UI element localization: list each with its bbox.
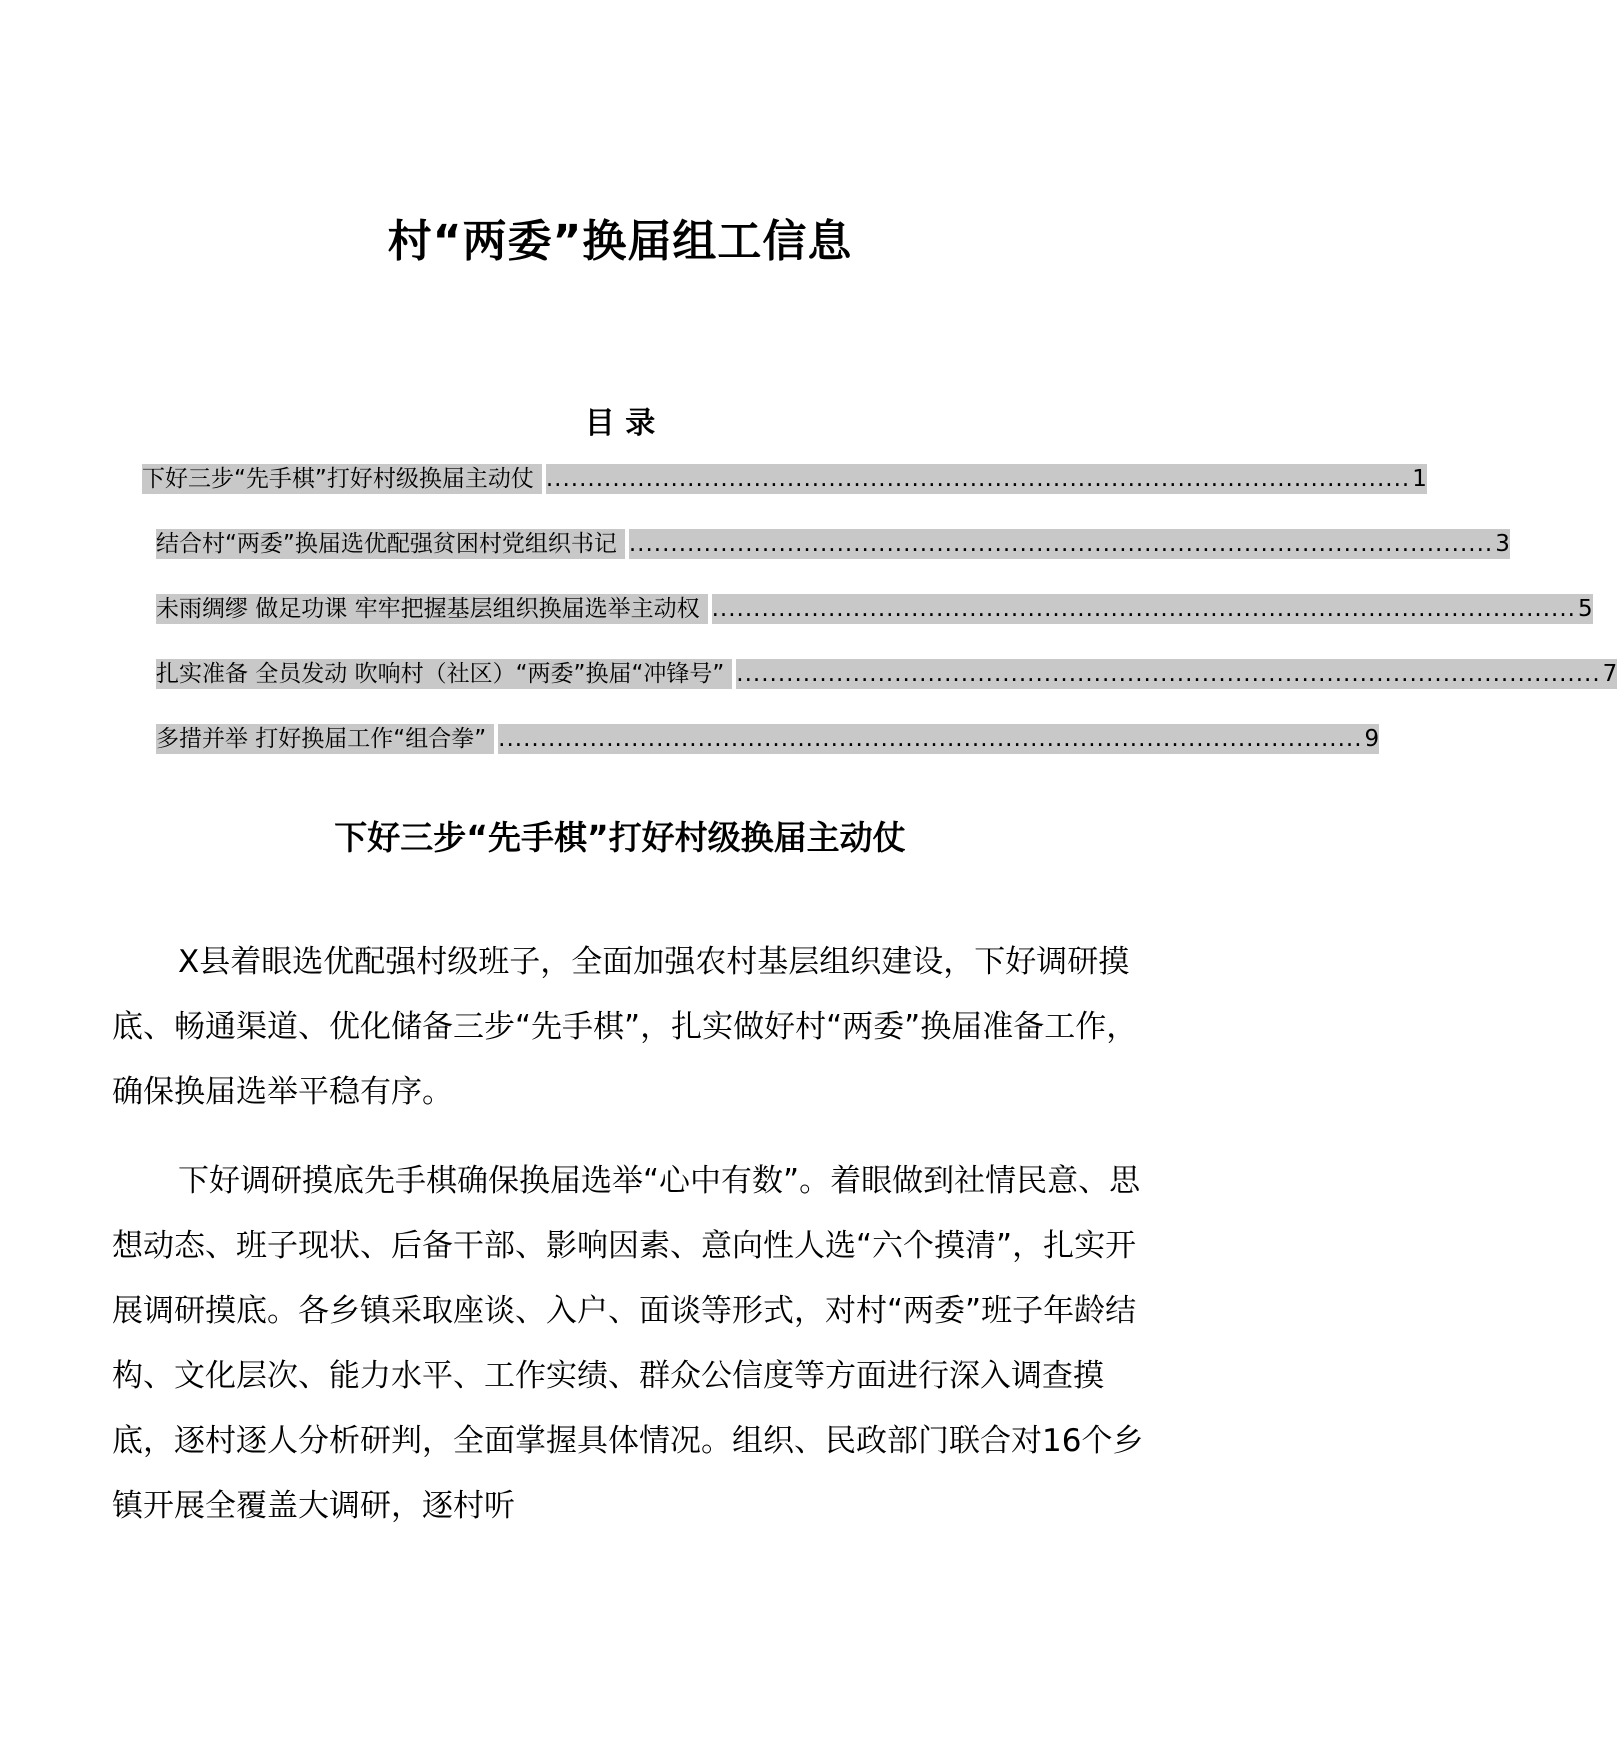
body-paragraph: 下好调研摸底先手棋确保换届选举“心中有数”。着眼做到社情民意、思想动态、班子现状、后备干部、影响因素、意向性人选“六个摸清”，扎实开展调研摸底。各乡镇采取座谈、入户、面谈等形式，对村“两委”班子年龄结构、文化层次、能力水平、工作实绩、群众公信度等方面进行深入调查摸底，逐村逐人分析研判，全面掌握具体情况。组织、民政部门联合对16个乡镇开展全覆盖大调研，逐村听 xyxy=(112,1163,1144,1524)
toc-entry-text: 未雨绸缪 做足功课 牢牢把握基层组织换届选举主动权 xyxy=(156,594,708,624)
toc-entry-text: 下好三步“先手棋”打好村级换届主动仗 xyxy=(142,464,542,494)
toc-entry[interactable] xyxy=(156,724,1380,754)
toc-entry[interactable] xyxy=(156,659,1617,689)
toc-page-number: 3 xyxy=(1495,531,1510,557)
toc-entry[interactable] xyxy=(156,594,1593,624)
toc-entry-text: 扎实准备 全员发动 吹响村（社区）“两委”换届“冲锋号” xyxy=(156,659,732,689)
toc-page-number: 7 xyxy=(1602,661,1617,687)
toc-entry-text: 结合村“两委”换届选优配强贫困村党组织书记 xyxy=(156,529,625,559)
toc-page-number: 1 xyxy=(1412,466,1427,492)
body-paragraph: X县着眼选优配强村级班子，全面加强农村基层组织建设，下好调研摸底、畅通渠道、优化储备三步“先手棋”，扎实做好村“两委”换届准备工作，确保换届选举平稳有序。 xyxy=(112,944,1138,1110)
toc-leader-dots: ........................................................................................................ xyxy=(545,466,1411,492)
toc-leader-dots: ........................................................................................................ xyxy=(711,596,1576,622)
toc-heading: 目 录 xyxy=(584,406,656,441)
toc-entry[interactable] xyxy=(156,529,1510,559)
table-of-contents xyxy=(0,464,1617,764)
toc-page-number: 9 xyxy=(1364,726,1380,752)
toc-entry[interactable] xyxy=(142,464,1427,494)
document-title: 村“两委”换届组工信息 xyxy=(387,216,853,267)
toc-leader-dots: ........................................................................................................ xyxy=(628,531,1494,557)
toc-page-number: 5 xyxy=(1577,596,1593,622)
toc-entry-text: 多措并举 打好换届工作“组合拳” xyxy=(156,724,494,754)
toc-leader-dots: ........................................................................................................ xyxy=(498,726,1363,752)
section-body xyxy=(112,930,1148,1563)
section-title: 下好三步“先手棋”打好村级换届主动仗 xyxy=(334,818,906,857)
toc-leader-dots: ........................................................................................................ xyxy=(736,661,1601,687)
